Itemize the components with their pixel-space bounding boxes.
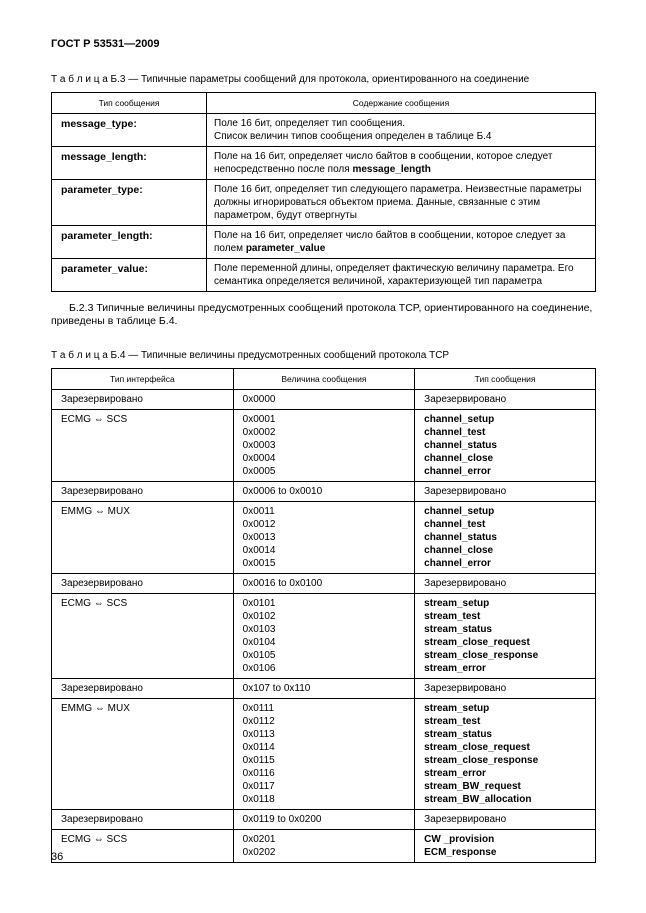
table-b4-body bbox=[52, 390, 596, 863]
interface-type-cell: EMMG ⇔ MUX bbox=[52, 502, 234, 574]
message-value: 0x107 to 0x110 bbox=[242, 683, 311, 694]
message-type: Зарезервировано bbox=[424, 683, 507, 694]
message-type: channel_status bbox=[424, 440, 497, 451]
message-value: 0x0116 bbox=[242, 768, 275, 779]
message-value: 0x0016 to 0x0100 bbox=[242, 578, 323, 589]
table-b4-header-message-type: Тип сообщения bbox=[415, 369, 596, 390]
message-type: Зарезервировано bbox=[424, 394, 507, 405]
interface-type-cell: Зарезервировано bbox=[52, 810, 234, 830]
page-content bbox=[51, 38, 596, 863]
message-field-name: message_type: bbox=[52, 114, 207, 147]
table-row bbox=[52, 226, 596, 259]
message-type: stream_test bbox=[424, 716, 481, 727]
message-type: channel_test bbox=[424, 519, 486, 530]
message-type: channel_error bbox=[424, 558, 491, 569]
message-type: Зарезервировано bbox=[424, 486, 507, 497]
table-b4-caption: Т а б л и ц а Б.4 — Типичные величины предусмотренных сообщений протокола TCP bbox=[51, 350, 450, 361]
message-value: 0x0119 to 0x0200 bbox=[242, 814, 322, 825]
table-b3-header-message-type: Тип сообщения bbox=[52, 93, 207, 114]
table-b3-header-row bbox=[52, 93, 596, 114]
message-value: 0x0101 bbox=[242, 598, 276, 609]
message-value: 0x0011 bbox=[242, 506, 275, 517]
message-type: stream_error bbox=[424, 663, 486, 674]
message-value: 0x0114 bbox=[242, 742, 275, 753]
message-value: 0x0002 bbox=[242, 427, 276, 438]
message-value: 0x0005 bbox=[242, 466, 276, 477]
description-text: Поле 16 бит, определяет тип следующего параметра. Неизвестные параметры должны игнорироваться объектом приема. Данные, связанные с этим параметром, будут отвергнуты bbox=[214, 184, 582, 221]
table-b4-header-row bbox=[52, 369, 596, 390]
message-value: 0x0014 bbox=[242, 545, 276, 556]
interface-type-cell: ECMG ⇔ SCS bbox=[52, 410, 234, 482]
message-value: 0x0117 bbox=[242, 781, 275, 792]
paragraph-b23: Б.2.3 Типичные величины предусмотренных сообщений протокола TCP, ориентированного на соединение, приведены в таблице Б.4. bbox=[51, 302, 593, 327]
message-value-cell bbox=[233, 410, 415, 482]
message-field-name: parameter_length: bbox=[52, 226, 207, 259]
message-type: channel_close bbox=[424, 453, 494, 464]
table-row bbox=[52, 114, 596, 147]
message-type: stream_setup bbox=[424, 598, 490, 609]
message-type-cell bbox=[415, 830, 596, 863]
message-value-cell bbox=[233, 679, 415, 699]
table-row bbox=[52, 574, 596, 594]
message-type: CW _provision bbox=[424, 834, 495, 845]
message-value: 0x0118 bbox=[242, 794, 275, 805]
message-value: 0x0202 bbox=[242, 847, 276, 858]
message-type: Зарезервировано bbox=[424, 578, 507, 589]
description-line bbox=[214, 229, 588, 255]
message-type: stream_BW_allocation bbox=[424, 794, 532, 805]
message-value: 0x0115 bbox=[242, 755, 275, 766]
interface-type-cell: Зарезервировано bbox=[52, 679, 234, 699]
message-field-name: parameter_type: bbox=[52, 180, 207, 226]
message-value: 0x0113 bbox=[242, 729, 275, 740]
description-line bbox=[214, 150, 588, 176]
table-b3-caption: Т а б л и ц а Б.3 — Типичные параметры сообщений для протокола, ориентированного на соединение bbox=[51, 74, 530, 85]
message-type-cell bbox=[415, 502, 596, 574]
message-type: ECM_response bbox=[424, 847, 497, 858]
message-field-name: parameter_value: bbox=[52, 259, 207, 292]
table-b4-header-message-value: Величина сообщения bbox=[233, 369, 415, 390]
message-type: stream_BW_request bbox=[424, 781, 521, 792]
message-field-name: message_length: bbox=[52, 147, 207, 180]
description-line bbox=[214, 117, 588, 130]
message-type: channel_setup bbox=[424, 506, 495, 517]
field-reference: message_length bbox=[352, 164, 431, 175]
message-value: 0x0103 bbox=[242, 624, 276, 635]
message-type: stream_setup bbox=[424, 703, 490, 714]
description-text: Поле на 16 бит, определяет число байтов в сообщении, которое следует непосредственно после поля bbox=[214, 151, 553, 175]
message-type: stream_close_response bbox=[424, 650, 539, 661]
table-row bbox=[52, 679, 596, 699]
message-value: 0x0105 bbox=[242, 650, 276, 661]
message-type-cell bbox=[415, 410, 596, 482]
message-field-description bbox=[207, 180, 596, 226]
message-type-cell bbox=[415, 482, 596, 502]
message-value: 0x0001 bbox=[242, 414, 276, 425]
message-type: channel_test bbox=[424, 427, 486, 438]
interface-type-cell: ECMG ⇔ SCS bbox=[52, 594, 234, 679]
message-type: stream_error bbox=[424, 768, 486, 779]
description-line bbox=[214, 130, 588, 143]
message-type: stream_status bbox=[424, 624, 492, 635]
message-value: 0x0003 bbox=[242, 440, 276, 451]
message-value-cell bbox=[233, 574, 415, 594]
message-type-cell bbox=[415, 679, 596, 699]
message-field-description bbox=[207, 147, 596, 180]
message-type: channel_error bbox=[424, 466, 491, 477]
table-row bbox=[52, 830, 596, 863]
description-line bbox=[214, 183, 588, 222]
message-value: 0x0102 bbox=[242, 611, 276, 622]
message-value-cell bbox=[233, 830, 415, 863]
table-row bbox=[52, 482, 596, 502]
table-b3-body bbox=[52, 114, 596, 292]
message-type: stream_close_response bbox=[424, 755, 539, 766]
interface-type-cell: Зарезервировано bbox=[52, 390, 234, 410]
table-row bbox=[52, 699, 596, 810]
message-value: 0x0104 bbox=[242, 637, 276, 648]
description-text: Поле переменной длины, определяет фактическую величину параметра. Его семантика определяется величиной, характеризующей тип параметра bbox=[214, 263, 574, 287]
message-value: 0x0004 bbox=[242, 453, 276, 464]
interface-type-cell: EMMG ⇔ MUX bbox=[52, 699, 234, 810]
field-reference: parameter_value bbox=[245, 243, 326, 254]
message-value-cell bbox=[233, 390, 415, 410]
interface-type-cell: Зарезервировано bbox=[52, 574, 234, 594]
message-type: stream_close_request bbox=[424, 637, 530, 648]
table-row bbox=[52, 810, 596, 830]
message-value-cell bbox=[233, 594, 415, 679]
message-type: channel_setup bbox=[424, 414, 495, 425]
message-type: Зарезервировано bbox=[424, 814, 507, 825]
table-row bbox=[52, 180, 596, 226]
table-b4-header-interface-type: Тип интерфейса bbox=[52, 369, 234, 390]
table-row bbox=[52, 147, 596, 180]
message-value: 0x0111 bbox=[242, 703, 274, 714]
description-text: Поле 16 бит, определяет тип сообщения. bbox=[214, 118, 406, 129]
interface-type-cell: ECMG ⇔ SCS bbox=[52, 830, 234, 863]
message-field-description bbox=[207, 114, 596, 147]
message-value: 0x0000 bbox=[242, 394, 276, 405]
message-value: 0x0015 bbox=[242, 558, 276, 569]
table-b4 bbox=[51, 368, 596, 863]
table-b3 bbox=[51, 92, 596, 292]
message-field-description bbox=[207, 259, 596, 292]
message-type: stream_test bbox=[424, 611, 481, 622]
message-type-cell bbox=[415, 574, 596, 594]
message-type: stream_close_request bbox=[424, 742, 530, 753]
message-type-cell bbox=[415, 594, 596, 679]
message-value-cell bbox=[233, 502, 415, 574]
message-value: 0x0201 bbox=[242, 834, 276, 845]
message-value-cell bbox=[233, 699, 415, 810]
message-type-cell bbox=[415, 699, 596, 810]
table-row bbox=[52, 594, 596, 679]
message-type: stream_status bbox=[424, 729, 492, 740]
message-value: 0x0112 bbox=[242, 716, 275, 727]
description-line bbox=[214, 262, 588, 288]
table-row bbox=[52, 259, 596, 292]
document-header: ГОСТ Р 53531—2009 bbox=[51, 38, 160, 50]
message-type: channel_close bbox=[424, 545, 494, 556]
message-value-cell bbox=[233, 810, 415, 830]
message-value: 0x0106 bbox=[242, 663, 276, 674]
interface-type-cell: Зарезервировано bbox=[52, 482, 234, 502]
message-value: 0x0012 bbox=[242, 519, 276, 530]
message-value: 0x0006 to 0x0010 bbox=[242, 486, 323, 497]
message-value: 0x0013 bbox=[242, 532, 276, 543]
description-text: Поле на 16 бит, определяет число байтов в сообщении, которое следует за полем bbox=[214, 230, 566, 254]
page-number: 36 bbox=[51, 851, 64, 863]
message-field-description bbox=[207, 226, 596, 259]
description-text: Список величин типов сообщения определен в таблице Б.4 bbox=[214, 131, 492, 142]
message-type: channel_status bbox=[424, 532, 497, 543]
message-type-cell bbox=[415, 390, 596, 410]
table-row bbox=[52, 390, 596, 410]
table-row bbox=[52, 502, 596, 574]
table-row bbox=[52, 410, 596, 482]
message-value-cell bbox=[233, 482, 415, 502]
table-b3-header-message-content: Содержание сообщения bbox=[207, 93, 596, 114]
message-type-cell bbox=[415, 810, 596, 830]
